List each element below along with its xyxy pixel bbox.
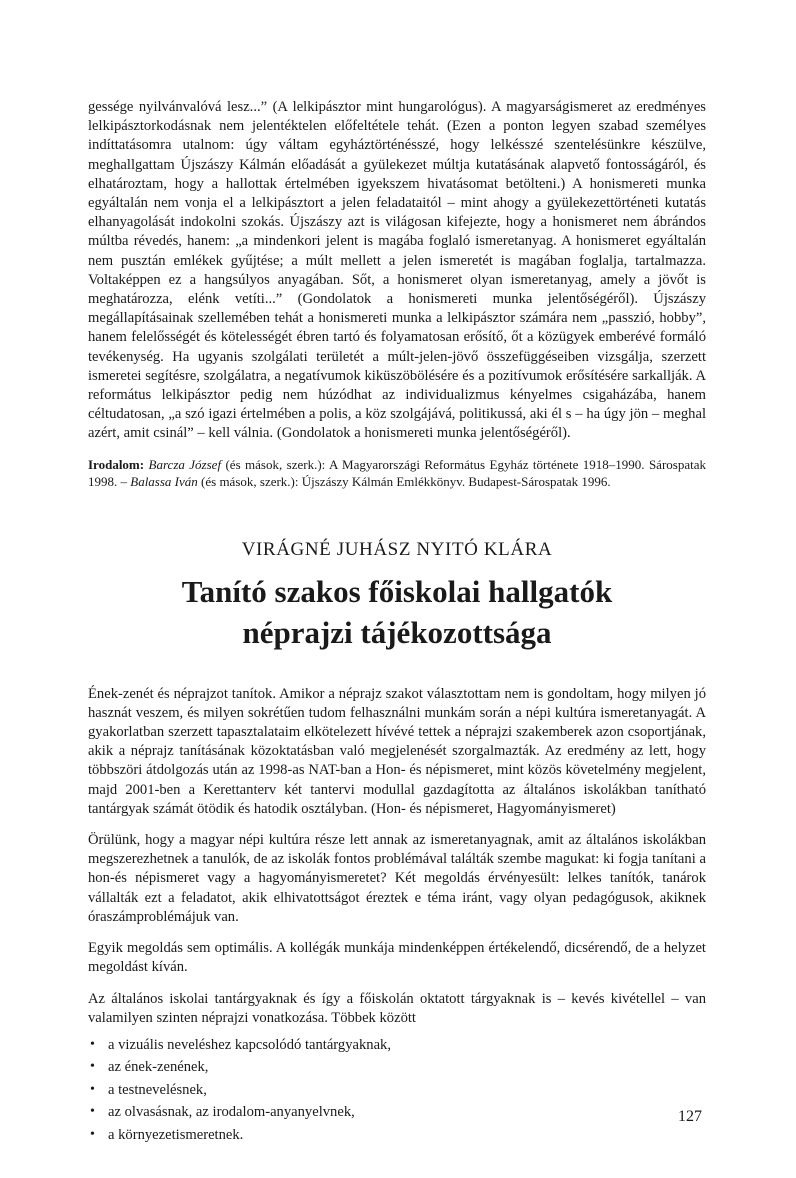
bullet-icon: • [90, 1126, 95, 1142]
article-title-line-1: Tanító szakos főiskolai hallgatók [181, 573, 613, 609]
bullet-icon: • [90, 1081, 95, 1097]
list-item: • a testnevelésnek, [88, 1079, 706, 1102]
bullet-icon: • [90, 1104, 95, 1120]
intro-paragraph: gessége nyilvánvalóvá lesz...” (A lelkipásztor mint hungarológus). A magyarságismeret az eredményes lelkipásztorkodásnak nem jelentéktelen előfeltétele tehát. (Ezen a ponton legyen szabad személyes indíttatásomra utalnom: úgy váltam egyháztörténésszé, hogy lelkésszé szentelésünkre készülve, meghallgattam Újszászy Kálmán előadását a gyülekezet múltja kutatásának alapvető fontosságáról, és elhatároztam, hogy a hallottak értelmében igyekszem hivatásomat betölteni.) A honismereti munka egyáltalán nem vonja el a lelkipásztort a jelen feladataitól – mint ahogy a gyülekezettörténeti kutatás elhanyagolását indokolni szokás. Újszászy azt is világosan kifejezte, hogy a honismeret nem ábrándos múltba révedés, hanem: „a mindenkori jelent is magába foglaló ismeretanyag. A honismeret egyáltalán nem pusztán emlékek gyűjtése; a múlt mellett a jelen ismeretét is magában foglalja, tartalmazza. Voltaképpen ez a hangsúlyos anyagában. Sőt, a honismeret olyan ismeretanyag, amely a jövőt is meghatározza, elénk vetíti...” (Gondolatok a honismereti munka jelentőségéről). Újszászy megállapításainak szellemében tehát a honismereti munka a lelkipásztor számára nem „passzió, hobby”, hanem felelősségét és kötelességét ébren tartó és folyamatosan erősítő, őt a közügyek emberévé formáló tevékenység. Ha ugyanis szolgálati területét a múlt-jelen-jövő összefüggéseiben vizsgálja, szerzett ismeretei segítésre, szolgálatra, a negatívumok kiküszöbölésére és a pozitívumok erősítésére sarkallják. A református lelkipásztor pedig nem húzódhat az individualizmus kényelmes csigaházába, hanem céltudatosan, „a szó igazi értelmében a polis, a köz szolgájává, politikussá, aki él s – ha úgy jön – meghal azért, amit csinál” – kell válnia. (Gondolatok a honismereti munka jelentőségéről). [88, 99, 706, 442]
page-content [88, 98, 706, 1146]
reference-author-1: Barcza József [148, 456, 222, 472]
page-number: 127 [678, 1108, 702, 1125]
article-paragraph-4: Az általános iskolai tantárgyaknak és így a főiskolán oktatott tárgyaknak is – kevés kivétellel – van valamilyen szinten néprajzi vonatkozása. Többek között [88, 990, 706, 1026]
reference-text-2: (és mások, szerk.): Újszászy Kálmán Emlékkönyv. Budapest-Sárospatak 1996. [197, 474, 611, 490]
references [88, 456, 706, 491]
list-item: • az olvasásnak, az irodalom-anyanyelvnek, [88, 1101, 706, 1124]
article-paragraph-1: Ének-zenét és néprajzot tanítok. Amikor a néprajz szakot választottam nem is gondoltam, hogy milyen jó hasznát veszem, és milyen sokrétűen tudom felhasználni munkám során a népi kultúra ismeretanyagát. A gyakorlatban szerzett tapasztalataim elkötelezett hívévé tettek a néprajzi szakemberek azon csoportjának, akik a néprajz tanításának közoktatásban való megjelenését szorgalmazták. Az eredmény az lett, hogy többszöri átdolgozás után az 1998-as NAT-ban a Hon- és népismeret, mint közös követelmény megjelent, majd 2001-ben a Kerettanterv két tantervi modullal gazdagította az általános iskolákban tanítható tantárgyak számát ötödik és hatodik osztályban. (Hon- és népismeret, Hagyományismeret) [88, 685, 706, 817]
article-author: VIRÁGNÉ JUHÁSZ NYITÓ KLÁRA [241, 538, 553, 560]
bullet-icon: • [90, 1036, 95, 1052]
list-item: • a környezetismeretnek. [88, 1124, 706, 1147]
reference-author-2: Balassa Iván [130, 474, 198, 490]
article-title [88, 571, 706, 653]
article-title-line-2: néprajzi tájékozottsága [242, 614, 552, 650]
bullet-icon: • [90, 1059, 95, 1075]
list-item: • az ének-zenének, [88, 1056, 706, 1079]
subject-list [88, 1034, 706, 1147]
article-paragraph-2: Örülünk, hogy a magyar népi kultúra része lett annak az ismeretanyagnak, amit az általános iskolákban megszerezhetnek a tanulók, de az iskolák fontos problémával találták szembe magukat: ki fogja tanítani a hon-és népismeret vagy a hagyományismeretet? Két megoldás érvényesült: lelkes tanítók, tanárok vállalták ezt a feladatot, akik elhivatottságot éreztek e téma iránt, vagy olyan pedagógusok, akiknek óraszámproblémájuk van. [88, 832, 706, 925]
list-item: • a vizuális neveléshez kapcsolódó tantárgyaknak, [88, 1034, 706, 1057]
article-body [88, 685, 706, 1147]
article-paragraph-3: Egyik megoldás sem optimális. A kollégák munkája mindenképpen értékelendő, dicsérendő, de a helyzet megoldást kíván. [88, 940, 706, 976]
reference-text-1: (és mások, szerk.): A Magyarországi Református Egyház története 1918–1990. Sárospatak 1998. – [88, 456, 706, 490]
references-label: Irodalom: [88, 456, 145, 472]
